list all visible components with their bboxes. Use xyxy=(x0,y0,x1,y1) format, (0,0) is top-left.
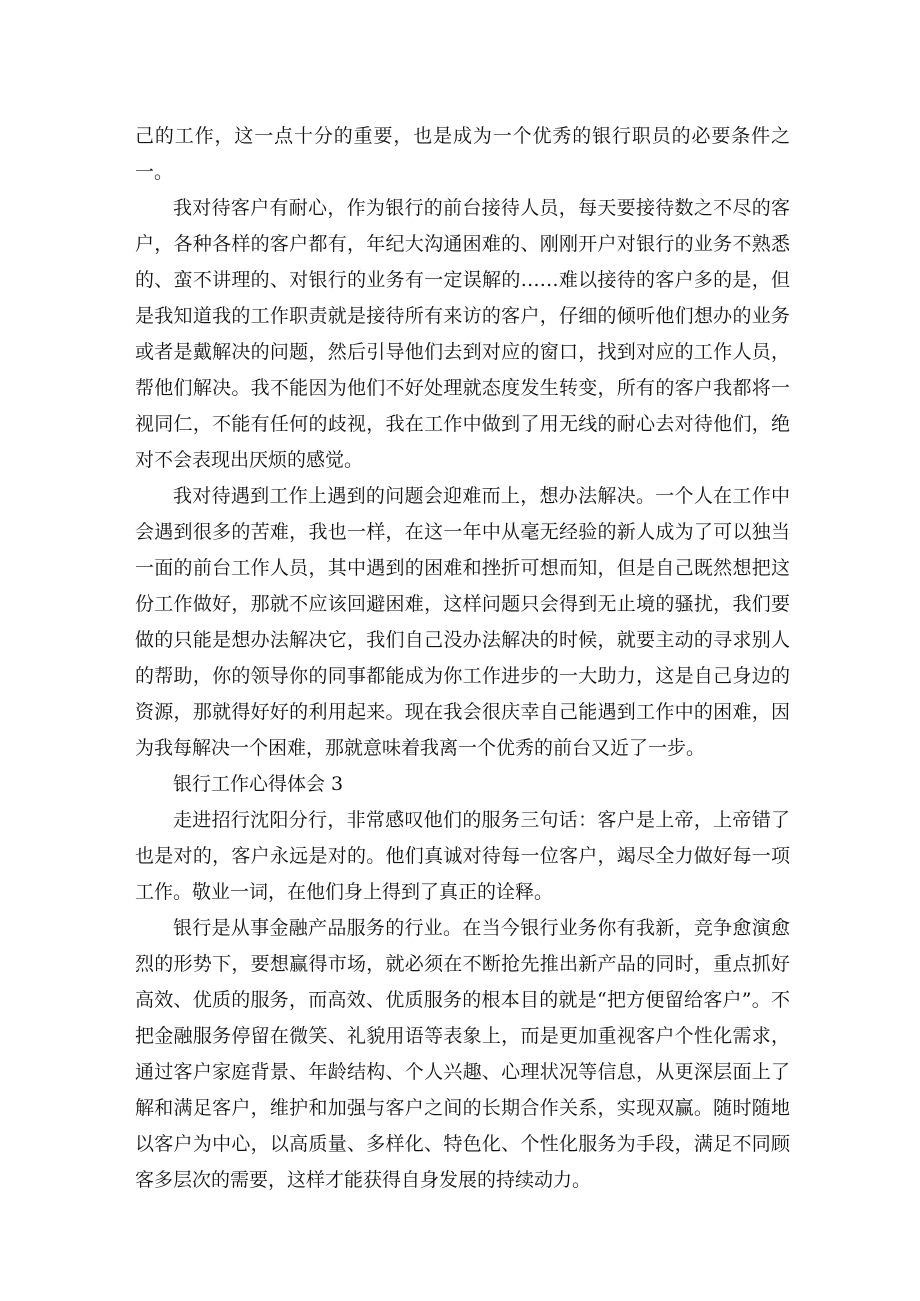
body-paragraph: 银行是从事金融产品服务的行业。在当今银行业务你有我新，竞争愈演愈烈的形势下，要想赢得市场，就必须在不断抢先推出新产品的同时，重点抓好高效、优质的服务，而高效、优质服务的根本目的就是“把方便留给客户”。不把金融服务停留在微笑、礼貌用语等表象上，而是更加重视客户个性化需求，通过客户家庭背景、年龄结构、个人兴趣、心理状况等信息，从更深层面上了解和满足客户，维护和加强与客户之间的长期合作关系，实现双赢。随时随地以客户为中心，以高质量、多样化、特色化、个性化服务为手段，满足不同顾客多层次的需要，这样才能获得自身发展的持续动力。 xyxy=(135,917,790,1191)
body-paragraph: 我对待客户有耐心，作为银行的前台接待人员，每天要接待数之不尽的客户，各种各样的客户都有，年纪大沟通困难的、刚刚开户对银行的业务不熟悉的、蛮不讲理的、对银行的业务有一定误解的……难以接待的客户多的是，但是我知道我的工作职责就是接待所有来访的客户，仔细的倾听他们想办的业务或者是戴解决的问题，然后引导他们去到对应的窗口，找到对应的工作人员，帮他们解决。我不能因为他们不好处理就态度发生转变，所有的客户我都将一视同仁，不能有任何的歧视，我在工作中做到了用无线的耐心去对待他们，绝对不会表现出厌烦的感觉。 xyxy=(135,197,790,471)
body-paragraph: 我对待遇到工作上遇到的问题会迎难而上，想办法解决。一个人在工作中会遇到很多的苦难，我也一样，在这一年中从毫无经验的新人成为了可以独当一面的前台工作人员，其中遇到的困难和挫折可想而知，但是自己既然想把这份工作做好，那就不应该回避困难，这样问题只会得到无止境的骚扰，我们要做的只能是想办法解决它，我们自己没办法解决的时候，就要主动的寻求别人的帮助，你的领导你的同事都能成为你工作进步的一大助力，这是自己身边的资源，那就得好好的利用起来。现在我会很庆幸自己能遇到工作中的困难，因为我每解决一个困难，那就意味着我离一个优秀的前台又近了一步。 xyxy=(135,485,790,759)
body-paragraph: 走进招行沈阳分行，非常感叹他们的服务三句话：客户是上帝，上帝错了也是对的，客户永远是对的。他们真诚对待每一位客户，竭尽全力做好每一项工作。敬业一词，在他们身上得到了真正的诠释。 xyxy=(135,809,790,903)
continuation-paragraph: 己的工作，这一点十分的重要，也是成为一个优秀的银行职员的必要条件之一。 xyxy=(135,125,790,183)
document-body xyxy=(135,118,790,1198)
section-heading: 银行工作心得体会 3 xyxy=(173,773,344,795)
